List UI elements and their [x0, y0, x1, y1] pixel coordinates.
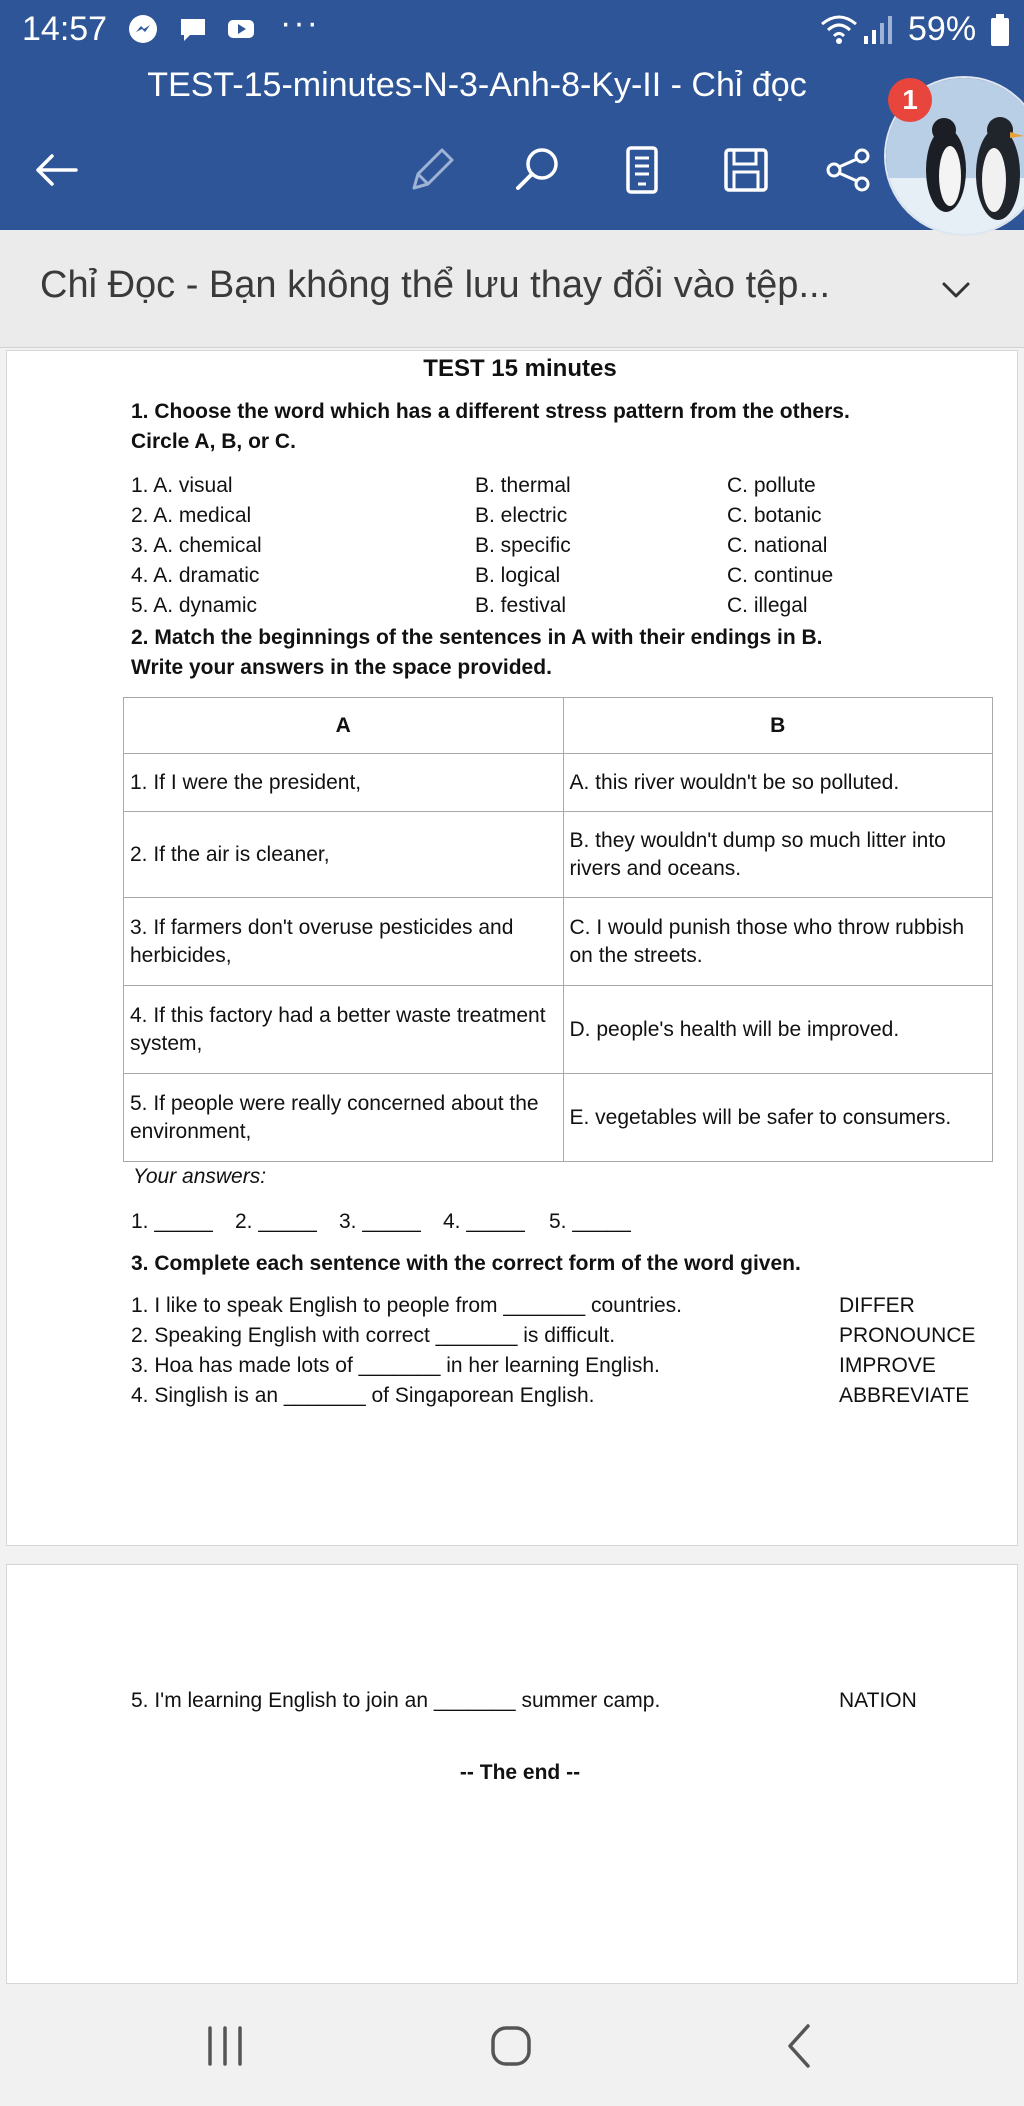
- stress-item: [125, 501, 985, 531]
- table-row: [124, 1074, 993, 1162]
- sentence-ending: B. they wouldn't dump so much litter into rivers and oceans.: [563, 812, 993, 898]
- reading-view-icon[interactable]: [612, 140, 672, 200]
- answer-slot-5: 5. _____: [549, 1210, 631, 1233]
- youtube-icon: [226, 14, 256, 44]
- wifi-icon: [820, 12, 858, 46]
- messenger-icon: [128, 14, 158, 44]
- sentence-ending: A. this river wouldn't be so polluted.: [563, 754, 993, 812]
- sentence-beginning: 1. If I were the president,: [124, 754, 564, 812]
- sentence-ending: D. people's health will be improved.: [563, 986, 993, 1074]
- edit-pencil-icon[interactable]: [402, 140, 462, 200]
- readonly-notice-bar[interactable]: [0, 230, 1024, 348]
- word-form-root: IMPROVE: [839, 1354, 936, 1377]
- battery-icon: [990, 14, 1010, 46]
- readonly-message: Chỉ Đọc - Bạn không thể lưu thay đổi vào tệp...: [40, 264, 831, 306]
- sentence-beginning: 3. If farmers don't overuse pesticides and herbicides,: [124, 898, 564, 986]
- answer-slot-3: 3. _____: [339, 1210, 421, 1233]
- option-a: 1. A. visual: [131, 474, 233, 497]
- option-b: B. electric: [475, 504, 568, 527]
- word-form-item: [125, 1381, 985, 1411]
- notification-badge[interactable]: 1: [888, 78, 932, 122]
- sentence-beginning: 5. If people were really concerned about the environment,: [124, 1074, 564, 1162]
- test-title: TEST 15 minutes: [423, 355, 617, 382]
- save-icon[interactable]: [716, 140, 776, 200]
- word-form-item: [125, 1686, 985, 1716]
- recent-apps-icon[interactable]: [190, 2014, 260, 2078]
- home-icon[interactable]: [476, 2014, 546, 2078]
- option-b: B. thermal: [475, 474, 571, 497]
- document-title: TEST-15-minutes-N-3-Anh-8-Ky-II - Chỉ đọc: [147, 66, 807, 104]
- answer-slot-2: 2. _____: [235, 1210, 317, 1233]
- document-page-2: [6, 1564, 1018, 1984]
- section1-instruction: [131, 397, 850, 457]
- word-form-root: PRONOUNCE: [839, 1324, 976, 1347]
- option-a: 4. A. dramatic: [131, 564, 260, 587]
- section2-instruction: [131, 623, 823, 683]
- the-end-text: -- The end --: [459, 1761, 581, 1784]
- document-page-1: [6, 350, 1018, 1546]
- option-a: 3. A. chemical: [131, 534, 262, 557]
- search-icon[interactable]: [508, 140, 568, 200]
- word-form-sentence: 1. I like to speak English to people from _______ countries.: [131, 1294, 683, 1317]
- answer-slot-4: 4. _____: [443, 1210, 525, 1233]
- signal-icon: [862, 14, 898, 44]
- answer-slots: [125, 1207, 985, 1237]
- word-form-item: [125, 1291, 985, 1321]
- page-2-content: [125, 1565, 985, 1975]
- status-bar: [0, 0, 1024, 62]
- section1-instruction-line1: 1. Choose the word which has a different stress pattern from the others.: [131, 400, 850, 423]
- chevron-down-icon[interactable]: [938, 272, 974, 308]
- app-header: [0, 0, 1024, 230]
- word-form-root: ABBREVIATE: [839, 1384, 970, 1407]
- sentence-ending: C. I would punish those who throw rubbish on the streets.: [563, 898, 993, 986]
- word-form-sentence: 4. Singlish is an _______ of Singaporean English.: [131, 1384, 595, 1407]
- word-form-item: [125, 1351, 985, 1381]
- word-form-root: DIFFER: [839, 1294, 915, 1317]
- option-b: B. festival: [475, 594, 567, 617]
- table-row: [124, 754, 993, 812]
- sentence-beginning: 2. If the air is cleaner,: [124, 812, 564, 898]
- stress-item: [125, 561, 985, 591]
- option-c: C. botanic: [727, 504, 822, 527]
- table-row: [124, 986, 993, 1074]
- option-a: 5. A. dynamic: [131, 594, 258, 617]
- matching-table: [123, 697, 993, 1162]
- word-form-root: NATION: [839, 1689, 917, 1712]
- battery-percent: 59%: [908, 10, 977, 48]
- more-notifications: ···: [280, 4, 320, 42]
- stress-item: [125, 531, 985, 561]
- message-icon: [178, 14, 208, 44]
- answer-slot-1: 1. _____: [131, 1210, 213, 1233]
- status-time: 14:57: [22, 10, 108, 48]
- option-c: C. national: [727, 534, 828, 557]
- table-row: [124, 812, 993, 898]
- option-c: C. pollute: [727, 474, 816, 497]
- table-row: [124, 898, 993, 986]
- column-header-a: A: [124, 698, 564, 754]
- stress-item: [125, 471, 985, 501]
- option-a: 2. A. medical: [131, 504, 252, 527]
- section3-instruction: 3. Complete each sentence with the correct form of the word given.: [131, 1252, 801, 1275]
- answers-label: Your answers:: [133, 1165, 267, 1188]
- word-form-sentence: 5. I'm learning English to join an _______ summer camp.: [131, 1689, 661, 1712]
- sentence-beginning: 4. If this factory had a better waste treatment system,: [124, 986, 564, 1074]
- option-b: B. logical: [475, 564, 561, 587]
- sentence-ending: E. vegetables will be safer to consumers.: [563, 1074, 993, 1162]
- word-form-sentence: 2. Speaking English with correct _______ is difficult.: [131, 1324, 616, 1347]
- system-navigation-bar: [0, 1986, 1024, 2106]
- section2-instruction-line2: Write your answers in the space provided.: [131, 656, 552, 679]
- section1-instruction-line2: Circle A, B, or C.: [131, 430, 296, 453]
- stress-item: [125, 591, 985, 621]
- share-icon[interactable]: [818, 140, 878, 200]
- option-b: B. specific: [475, 534, 571, 557]
- back-nav-icon[interactable]: [764, 2014, 834, 2078]
- word-form-item: [125, 1321, 985, 1351]
- back-arrow-icon[interactable]: [26, 140, 86, 200]
- page-1-content: [125, 351, 985, 1541]
- column-header-b: B: [563, 698, 993, 754]
- option-c: C. continue: [727, 564, 834, 587]
- option-c: C. illegal: [727, 594, 808, 617]
- word-form-sentence: 3. Hoa has made lots of _______ in her learning English.: [131, 1354, 660, 1377]
- section2-instruction-line1: 2. Match the beginnings of the sentences in A with their endings in B.: [131, 626, 823, 649]
